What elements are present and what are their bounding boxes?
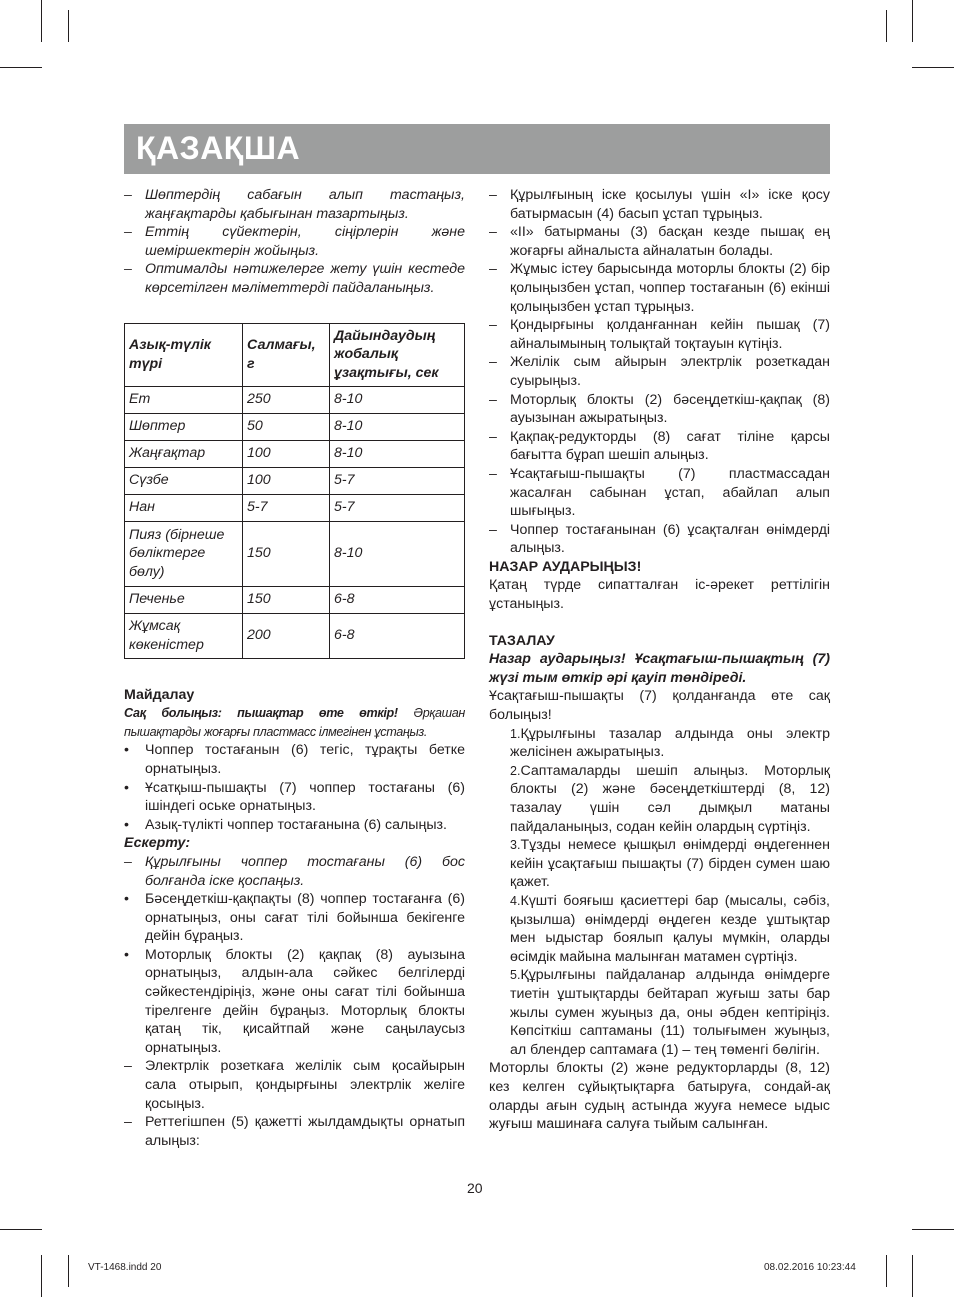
- table-cell: Шөптер: [125, 413, 243, 440]
- operation-list: [489, 186, 830, 558]
- page-title: ҚАЗАҚША: [136, 130, 301, 166]
- footer-datetime: 08.02.2016 10:23:44: [764, 1262, 856, 1273]
- table-row: [125, 613, 465, 658]
- crop-mark: [41, 1255, 42, 1297]
- cleaning-intro: Ұсақтағыш-пышақты (7) қолданғанда өте сақ болыңыз!: [489, 688, 830, 724]
- table-cell: 50: [243, 413, 330, 440]
- table-cell: 8-10: [330, 521, 465, 586]
- crop-mark: [0, 1229, 42, 1230]
- page-number: 20: [467, 1180, 483, 1196]
- intro-list: [124, 186, 465, 298]
- table-header-row: [125, 323, 465, 386]
- crop-mark: [912, 0, 913, 42]
- table-row: [125, 586, 465, 613]
- list-item: – Электрлік розеткаға желілік сым қосайырын сала отырып, қондырғыны электрлік желіге қосыңыз.: [124, 1057, 465, 1113]
- crop-mark: [886, 1255, 887, 1287]
- list-item: – Құрылғыны чоппер тостағаны (6) бос болғанда іске қоспаңыз.: [124, 853, 465, 890]
- list-item: • Моторлық блокты (2) қақпақ (8) ауызына орнатыңыз, алдын-ала сәйкес белгілерді сәйкестендіріңіз, және оны сағат тілі бойынша тірелгенге дейін бұраңыз. Моторлық блокты қатаң тік, қисайтпай және саңылаусыз орнатыңыз.: [124, 946, 465, 1058]
- table-cell: 200: [243, 613, 330, 658]
- table-cell: 250: [243, 386, 330, 413]
- table-cell: 150: [243, 521, 330, 586]
- list-item: – Еттің сүйектерін, сіңірлерін және шеміршектерін жойыңыз.: [124, 223, 465, 260]
- crop-mark: [912, 67, 954, 68]
- list-item: 1. Құрылғыны тазалар алдында оны электр желісінен ажыратыңыз.: [489, 725, 830, 762]
- section-heading: Майдалау: [124, 686, 195, 703]
- table-cell: Ет: [125, 386, 243, 413]
- list-item: – Чоппер тостағанынан (6) ұсақталған өнімдерді алыңыз.: [489, 521, 830, 558]
- crop-mark: [0, 67, 42, 68]
- list-item: 2. Саптамаларды шешіп алыңыз. Моторлық блокты (2) және бәсеңдеткіштерді (8, 12) тазалау үшін сәл дымқыл матаны пайдаланыңыз, содан кейін олардың сүртіңіз.: [489, 762, 830, 836]
- note-title: Ескерту:: [124, 835, 191, 852]
- table-header: Дайындаудың жобалық ұзақтығы, сек: [330, 323, 465, 386]
- spacer: [489, 614, 830, 632]
- list-item: – Ұсақтағыш-пышақты (7) пластмассадан жасалған сабынан ұстап, абайлап алып шығыңыз.: [489, 465, 830, 521]
- list-item: – Моторлық блокты (2) бәсеңдеткіш-қақпақ (8) ауызынан ажыратыңыз.: [489, 391, 830, 428]
- table-header: Салмағы, г: [243, 323, 330, 386]
- table-cell: 8-10: [330, 386, 465, 413]
- list-item: – Реттегішпен (5) қажетті жылдамдықты орнатып алыңыз:: [124, 1113, 465, 1150]
- table-cell: Печенье: [125, 586, 243, 613]
- processing-table: [124, 323, 465, 659]
- table-cell: Сүзбе: [125, 467, 243, 494]
- right-column: [489, 186, 830, 1134]
- table-cell: 8-10: [330, 413, 465, 440]
- crop-mark: [41, 0, 42, 42]
- list-item: • Азық-түлікті чоппер тостағанына (6) салыңыз.: [124, 816, 465, 835]
- list-item: – Шөптердің сабағын алып тастаңыз, жаңғақтарды қабығынан тазартыңыз.: [124, 186, 465, 223]
- table-cell: 5-7: [243, 494, 330, 521]
- list-item: 4. Күшті бояғыш қасиеттері бар (мысалы, сәбіз, қызылша) өнімдерді өңдеген кезде ұштықтар мен ыдыстар боялып қалуы мүмкін, оларды өсімдік майына малынған матамен сүртіңіз.: [489, 892, 830, 966]
- crop-mark: [68, 1255, 69, 1287]
- table-row: [125, 386, 465, 413]
- table-cell: 100: [243, 467, 330, 494]
- table-cell: 6-8: [330, 586, 465, 613]
- table-cell: 8-10: [330, 440, 465, 467]
- cleaning-heading: ТАЗАЛАУ: [489, 632, 555, 649]
- table-row: [125, 440, 465, 467]
- list-item: – Желілік сым айырын электрлік розеткадан суырыңыз.: [489, 353, 830, 390]
- warning-bold: Сақ болыңыз: пышақтар өте өткір!: [124, 706, 398, 721]
- table-cell: 150: [243, 586, 330, 613]
- list-item: • Чоппер тостағанын (6) тегіс, тұрақты бетке орнатыңыз.: [124, 741, 465, 778]
- crop-mark: [912, 1255, 913, 1297]
- cleaning-outro: Моторлы блокты (2) және редукторларды (8, 12) кез келген сұйықтықтарға батыруға, сондай-ақ оларды ағын судың астында жууға немесе ыдыс жуғыш машинаға салуға тыйым салынған.: [489, 1060, 830, 1133]
- warning-text: [124, 704, 465, 741]
- footer-file: VT-1468.indd 20: [88, 1262, 162, 1273]
- table-cell: 100: [243, 440, 330, 467]
- table-row: [125, 467, 465, 494]
- section-header: [124, 124, 830, 174]
- crop-mark: [886, 10, 887, 42]
- table-cell: Пияз (бірнеше бөліктерге бөлу): [125, 521, 243, 586]
- table-header: Азық-түлік түрі: [125, 323, 243, 386]
- crop-mark: [912, 1229, 954, 1230]
- warning-rest: Әрқашан пышақтарды жоғарғы пластмасс ілмегінен ұстаңыз.: [124, 706, 466, 739]
- attention-heading: НАЗАР АУДАРЫҢЫЗ!: [489, 558, 642, 575]
- table-row: [125, 494, 465, 521]
- cleaning-warning: Назар аударыңыз! Ұсақтағыш-пышақтың (7) жүзі тым өткір әрі қауіп төндіреді.: [489, 651, 830, 686]
- table-cell: 5-7: [330, 467, 465, 494]
- note-list: [124, 853, 465, 1151]
- list-item: – Оптималды нәтижелерге жету үшін кестеде көрсетілген мәліметтерді пайдаланыңыз.: [124, 260, 465, 297]
- list-item: – «II» батырманы (3) басқан кезде пышақ ең жоғарғы айналыста айналатын болады.: [489, 223, 830, 260]
- list-item: • Бәсеңдеткіш-қақпақты (8) чоппер тостағанға (6) орнатыңыз, оны сағат тілі бойынша бекігенге дейін бұраңыз.: [124, 890, 465, 946]
- list-item: – Қақпақ-редукторды (8) сағат тіліне қарсы бағытта бұрап шешіп алыңыз.: [489, 428, 830, 465]
- table-cell: 6-8: [330, 613, 465, 658]
- table-cell: 5-7: [330, 494, 465, 521]
- table-cell: Жұмсақ көкеністер: [125, 613, 243, 658]
- steps-list: [124, 741, 465, 834]
- list-item: – Құрылғының іске қосылуы үшін «I» іске қосу батырмасын (4) басып ұстап тұрыңыз.: [489, 186, 830, 223]
- crop-mark: [68, 10, 69, 42]
- left-column: [124, 186, 465, 1150]
- list-item: – Қондырғыны қолданғаннан кейін пышақ (7) айналымының толықтай тоқтауын күтіңіз.: [489, 316, 830, 353]
- list-item: – Жұмыс істеу барысында моторлы блокты (2) бір қолыңызбен ұстап, чоппер тостағанын (6) екінші қолыңызбен ұстап тұрыңыз.: [489, 260, 830, 316]
- list-item: 3. Тұзды немесе қышқыл өнімдерді өңдегеннен кейін ұсақтағыш пышақты (7) бірден сумен шаю қажет.: [489, 836, 830, 892]
- list-item: 5. Құрылғыны пайдаланар алдында өнімдерге тиетін ұштықтарды бейтарап жуғыш заты бар жылы сумен жуыңыз да, оны әбден кептіріңіз. Көпсіткіш саптаманы (11) толығымен жуыңыз, ал блендер саптамаға (1) – тең төменгі бөлігін.: [489, 966, 830, 1059]
- cleaning-steps: [489, 725, 830, 1060]
- table-row: [125, 521, 465, 586]
- list-item: • Ұсатқыш-пышақты (7) чоппер тостағаны (6) ішіндегі оське орнатыңыз.: [124, 779, 465, 816]
- table-row: [125, 413, 465, 440]
- table-cell: Жаңғақтар: [125, 440, 243, 467]
- attention-text: Қатаң түрде сипатталған іс-әрекет реттілігін ұстаныңыз.: [489, 577, 830, 613]
- table-cell: Нан: [125, 494, 243, 521]
